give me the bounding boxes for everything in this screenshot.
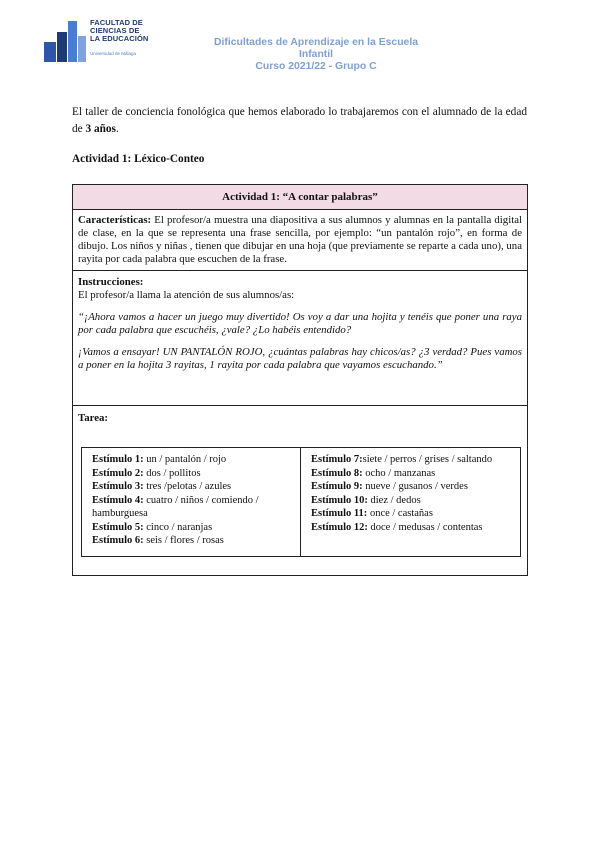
estimulo-label: Estímulo 7: — [311, 454, 363, 465]
estimulo-text: diez / dedos — [367, 494, 421, 506]
list-item — [92, 480, 300, 494]
list-item — [311, 521, 520, 535]
estimulo-label: Estímulo 6: — [92, 535, 144, 546]
intro-age: 3 años — [85, 123, 116, 135]
logo-text — [90, 19, 148, 43]
list-item — [311, 453, 520, 467]
estimulo-label: Estímulo 4: — [92, 494, 144, 506]
intro-paragraph — [72, 104, 527, 138]
instrucciones-quote-2: ¡Vamos a ensayar! UN PANTALÓN ROJO, ¿cuántas palabras hay chicos/as? ¿3 verdad? Pues vamos a poner en la hojita 3 rayitas, 1 rayita por cada palabra que vayamos escuchando.” — [78, 346, 522, 371]
list-item — [311, 467, 520, 481]
table-title: Actividad 1: “A contar palabras” — [73, 185, 527, 210]
caracteristicas-cell — [73, 210, 527, 271]
instrucciones-cell — [73, 271, 527, 406]
estimulo-text: un / pantalón / rojo — [143, 454, 227, 465]
estimulos-table — [81, 447, 521, 557]
estimulo-label: Estímulo 12: — [311, 521, 368, 533]
activity-heading: Actividad 1: Léxico-Conteo — [72, 153, 205, 165]
list-item — [92, 467, 300, 481]
logo-line-1: FACULTAD DE — [90, 18, 143, 27]
estimulo-text: nueve / gusanos / verdes — [362, 481, 468, 492]
list-item — [92, 453, 300, 467]
estimulo-text: once / castañas — [367, 508, 433, 519]
estimulo-label: Estímulo 5: — [92, 521, 144, 533]
estimulo-text: dos / pollitos — [143, 467, 201, 479]
estimulo-label: Estímulo 10: — [311, 494, 368, 506]
list-item — [92, 521, 300, 535]
header-title: Dificultades de Aprendizaje en la Escuela Infantil — [213, 37, 419, 60]
document-header — [196, 37, 436, 73]
estimulo-label: Estímulo 8: — [311, 467, 363, 479]
estimulo-label: Estímulo 1: — [92, 454, 144, 465]
estimulo-label: Estímulo 2: — [92, 467, 144, 479]
list-item — [311, 480, 520, 494]
estimulo-text: tres /pelotas / azules — [143, 481, 232, 492]
intro-text: El taller de conciencia fonológica que hemos elaborado lo trabajaremos con el alumnado de la edad de — [72, 106, 527, 135]
activity-table — [72, 184, 528, 576]
estimulo-text: seis / flores / rosas — [143, 535, 224, 546]
estimulo-label: Estímulo 11: — [311, 508, 368, 519]
estimulo-text: siete / perros / grises / saltando — [362, 454, 493, 465]
estimulo-text: cuatro / niños / comiendo / hamburguesa — [92, 494, 259, 519]
list-item — [92, 494, 300, 521]
instrucciones-text: El profesor/a llama la atención de sus alumnos/as: — [78, 289, 295, 301]
logo-subtitle: Universidad de Málaga — [90, 51, 137, 56]
estimulo-text: cinco / naranjas — [143, 521, 213, 533]
estimulo-text: doce / medusas / contentas — [367, 521, 483, 533]
caracteristicas-label: Características: — [78, 214, 152, 226]
intro-end: . — [115, 123, 119, 135]
list-item — [311, 507, 520, 521]
header-subtitle: Curso 2021/22 - Grupo C — [255, 61, 377, 72]
caracteristicas-text: El profesor/a muestra una diapositiva a sus alumnos y alumnas en la pantalla digital de clase, en la que se representa una frase sencilla, por ejemplo: “un pantalón rojo”, en forma de dibujo. Los niños y niñas , tienen que dibujar en una hoja (que previamente se reparte a cada uno), una rayita por cada palabra que escuchen de la frase. — [78, 214, 522, 265]
estimulos-right-column — [301, 448, 520, 556]
estimulo-text: ocho / manzanas — [362, 467, 436, 479]
tarea-cell — [73, 406, 527, 425]
list-item — [311, 494, 520, 508]
instrucciones-label: Instrucciones: — [78, 276, 144, 288]
logo-line-3: LA EDUCACIÓN — [90, 34, 149, 43]
estimulo-label: Estímulo 3: — [92, 481, 144, 492]
tarea-label: Tarea: — [78, 412, 108, 424]
estimulo-label: Estímulo 9: — [311, 481, 363, 492]
logo-line-2: CIENCIAS DE — [90, 26, 140, 35]
instrucciones-quote-1: “¡Ahora vamos a hacer un juego muy divertido! Os voy a dar una hojita y tenéis que poner una raya por cada palabra que escuchéis, ¿vale? ¿Lo habéis entendido? — [78, 311, 522, 336]
list-item — [92, 534, 300, 548]
estimulos-left-column — [82, 448, 301, 556]
